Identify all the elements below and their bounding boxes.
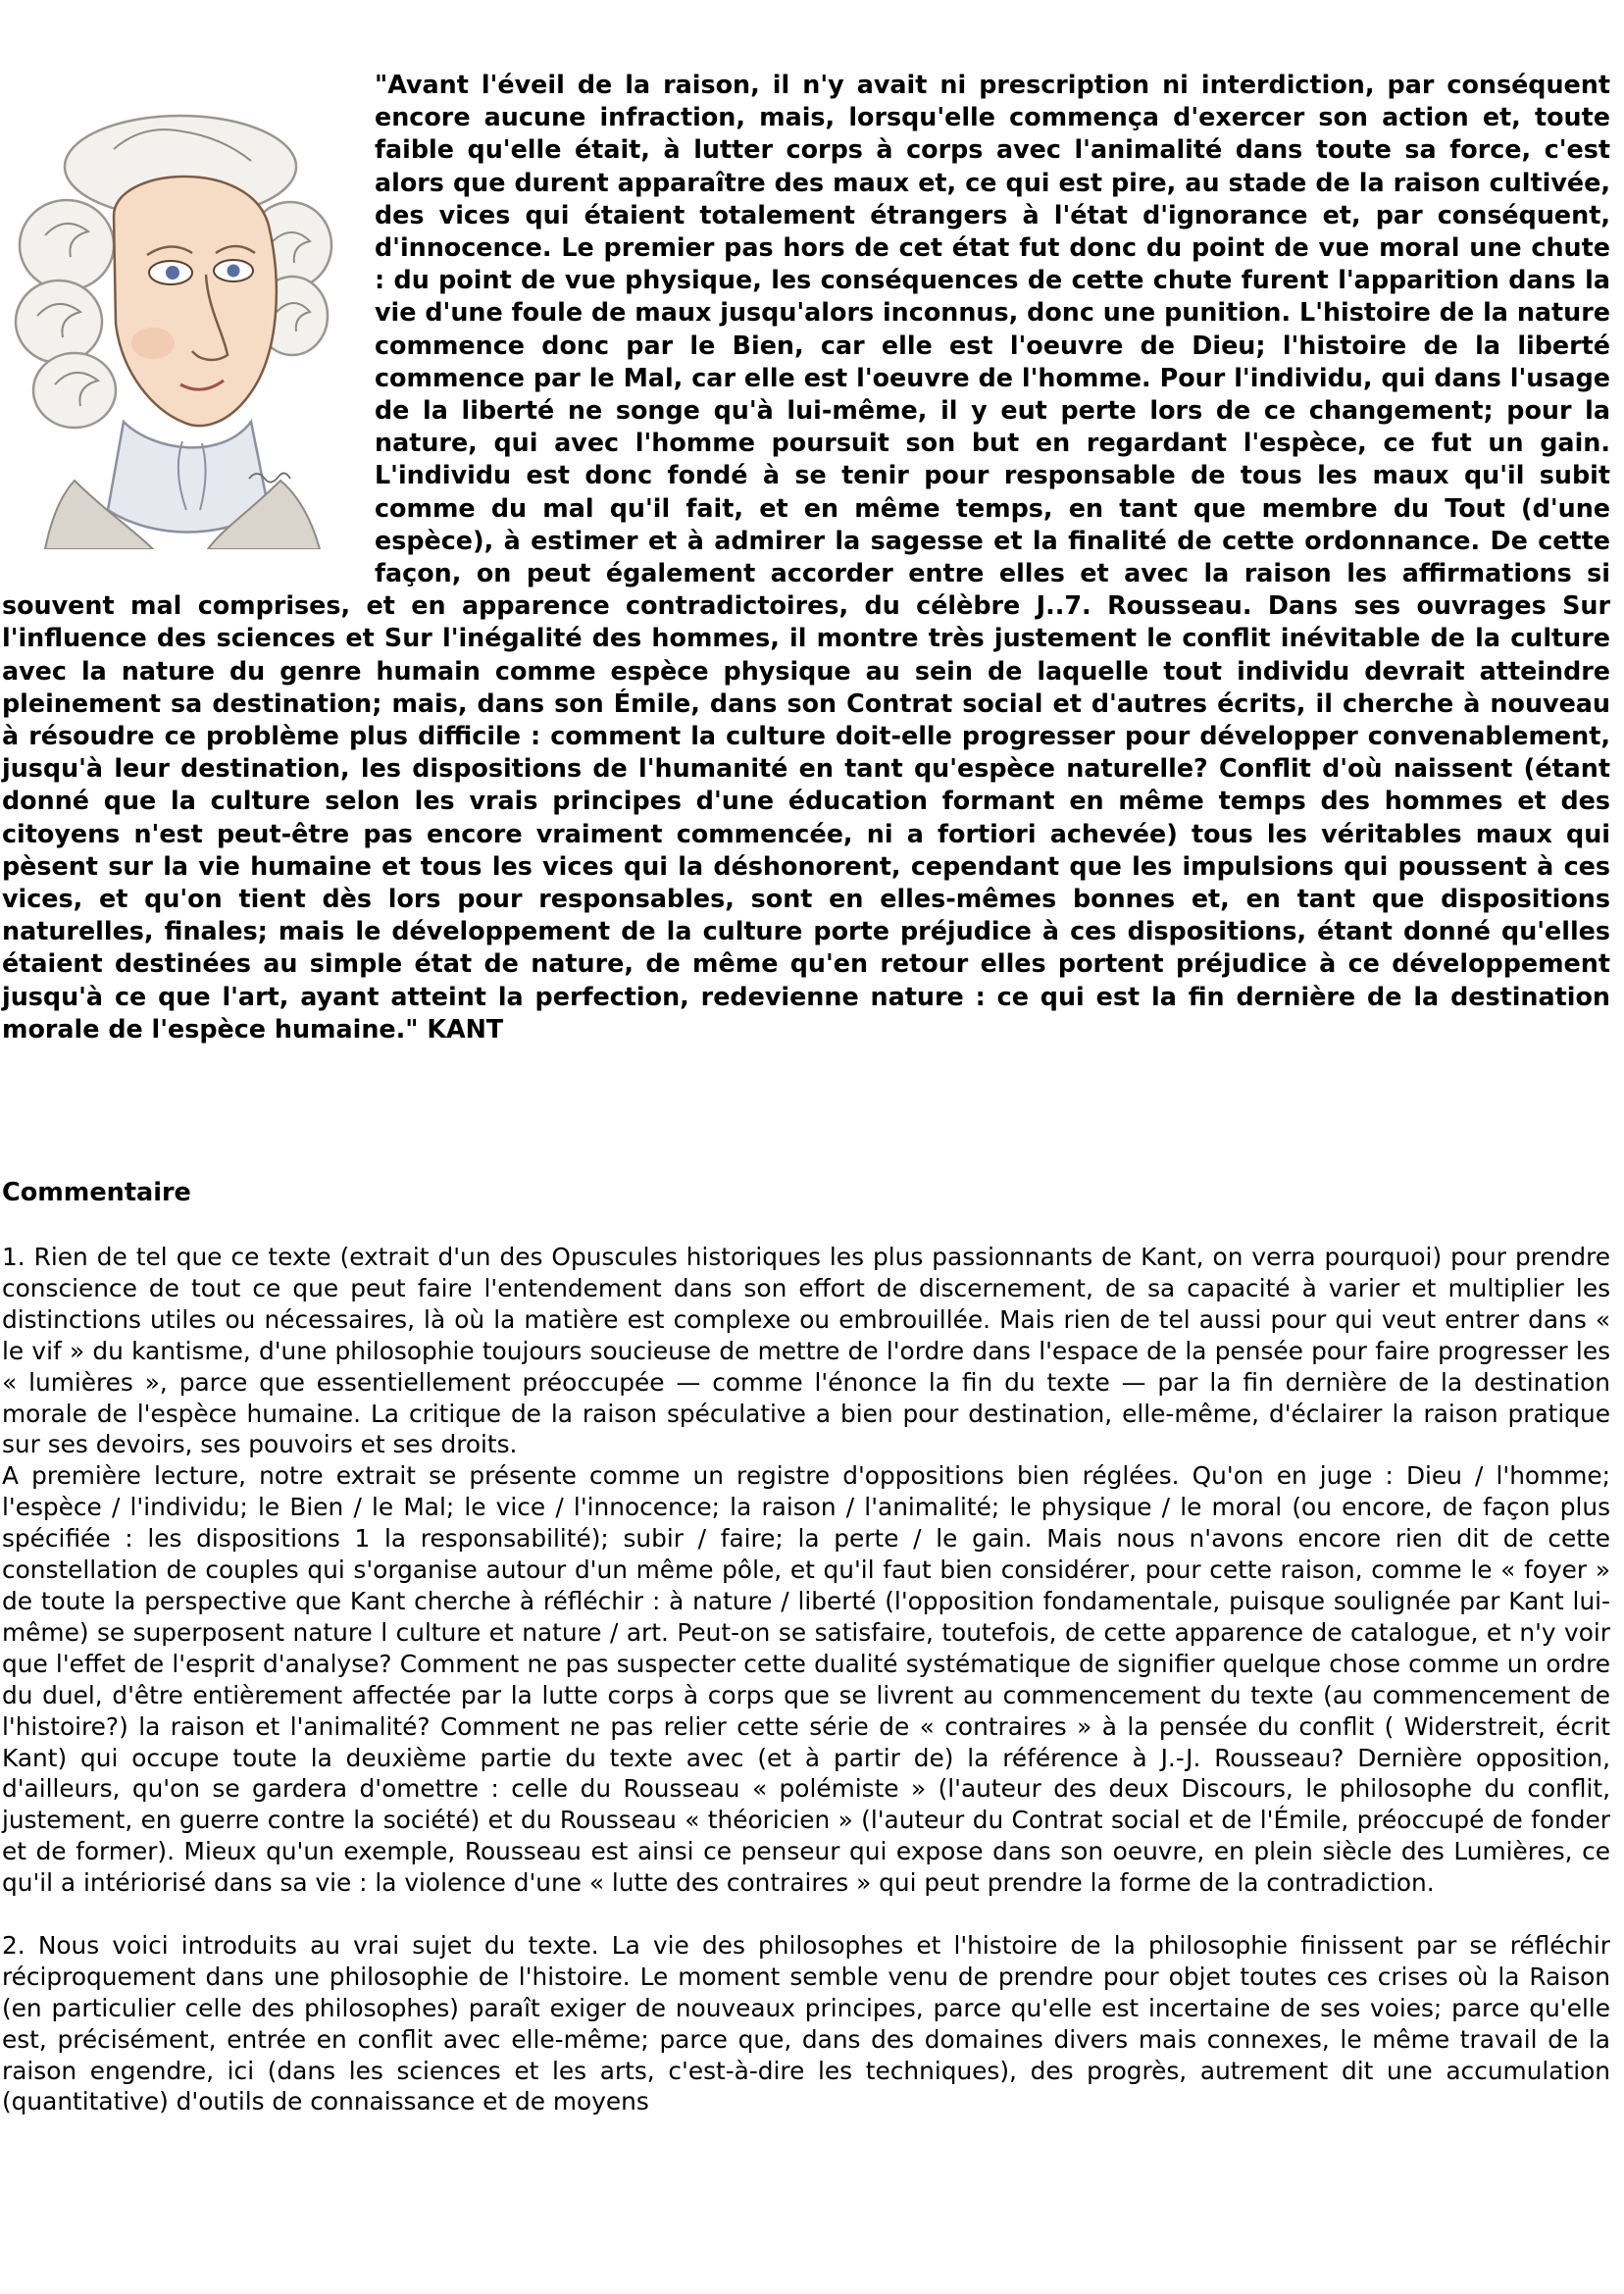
- kant-quotation: [2, 69, 1610, 1045]
- commentary-paragraph-2: A première lecture, notre extrait se présente comme un registre d'oppositions bien réglées. Qu'on en juge : Dieu / l'homme; l'espèce / l'individu; le Bien / le Mal; le vice / l'innocence; la raison / l'animalité; le physique / le moral (ou encore, de façon plus spécifiée : les dispositions 1 la responsabilité); subir / faire; la perte / le gain. Mais nous n'avons encore rien dit de cette constellation de couples qui s'organise autour d'un même pôle, et qu'il faut bien considérer, pour cette raison, comme le « foyer » de toute la perspective que Kant cherche à réfléchir : à nature / liberté (l'opposition fondamentale, puisque soulignée par Kant lui-même) se superposent nature l culture et nature / art. Peut-on se satisfaire, toutefois, de cette apparence de catalogue, et n'y voir que l'effet de l'esprit d'analyse? Comment ne pas suspecter cette dualité systématique de signifier quelque chose comme un ordre du duel, d'être entièrement affectée par la lutte corps à corps que se livrent au commencement du texte (au commencement de l'histoire?) la raison et l'animalité? Comment ne pas relier cette série de « contraires » à la pensée du conflit ( Widerstreit, écrit Kant) qui occupe toute la deuxième partie du texte avec (et à partir de) la référence à J.-J. Rousseau? Dernière opposition, d'ailleurs, qu'on se gardera d'omettre : celle du Rousseau « polémiste » (l'auteur des deux Discours, le philosophe du conflit, justement, en guerre contre la société) et du Rousseau « théoricien » (l'auteur du Contrat social et de l'Émile, préoccupé de fonder et de former). Mieux qu'un exemple, Rousseau est ainsi ce penseur qui expose dans son oeuvre, en plein siècle des Lumières, ce qu'il a intériorisé dans sa vie : la violence d'une « lutte des contraires » qui peut prendre la forme de la contradiction.: [2, 1461, 1610, 1898]
- commentary-body: [2, 1242, 1610, 2117]
- quotation-text: "Avant l'éveil de la raison, il n'y avait ni prescription ni interdiction, par conséquent encore aucune infraction, mais, lorsqu'elle commença d'exercer son action et, toute faible qu'elle était, à lutter corps à corps avec l'animalité dans toute sa force, c'est alors que durent apparaître des maux et, ce qui est pire, au stade de la raison cultivée, des vices qui étaient totalement étrangers à l'état d'ignorance et, par conséquent, d'innocence. Le premier pas hors de cet état fut donc du point de vue moral une chute : du point de vue physique, les conséquences de cette chute furent l'apparition dans la vie d'une foule de maux jusqu'alors inconnus, donc une punition. L'histoire de la nature commence donc par le Bien, car elle est l'oeuvre de Dieu; l'histoire de la liberté commence par le Mal, car elle est l'oeuvre de l'homme. Pour l'individu, qui dans l'usage de la liberté ne songe qu'à lui-même, il y eut perte lors de ce changement; pour la nature, qui avec l'homme poursuit son but en regardant l'espèce, ce fut un gain. L'individu est donc fondé à se tenir pour responsable de tous les maux qu'il subit comme du mal qu'il fait, et en même temps, en tant que membre du Tout (d'une espèce), à estimer et à admirer la sagesse et la finalité de cette ordonnance. De cette façon, on peut également accorder entre elles et avec la raison les affirmations si souvent mal comprises, et en apparence contradictoires, du célèbre J..7. Rousseau. Dans ses ouvrages Sur l'influence des sciences et Sur l'inégalité des hommes, il montre très justement le conflit inévitable de la culture avec la nature du genre humain comme espèce physique au sein de laquelle tout individu devrait atteindre pleinement sa destination; mais, dans son Émile, dans son Contrat social et d'autres écrits, il cherche à nouveau à résoudre ce problème plus difficile : comment la culture doit-elle progresser pour développer convenablement, jusqu'à leur destination, les dispositions de l'humanité en tant qu'espèce naturelle? Conflit d'où naissent (étant donné que la culture selon les vrais principes d'une éducation formant en même temps des hommes et des citoyens n'est peut-être pas encore vraiment commencée, ni a fortiori achevée) tous les véritables maux qui pèsent sur la vie humaine et tous les vices qui la déshonorent, cependant que les impulsions qui poussent à ces vices, et qu'on tient dès lors pour responsables, sont en elles-mêmes bonnes et, en tant que dispositions naturelles, finales; mais le développement de la culture porte préjudice à ces dispositions, étant donné qu'elles étaient destinées au simple état de nature, de même qu'en retour elles portent préjudice à ce développement jusqu'à ce que l'art, ayant atteint la perfection, redevienne nature : ce qui est la fin dernière de la destination morale de l'espèce humaine." KANT: [2, 70, 1610, 1044]
- commentary-heading: Commentaire: [2, 1178, 191, 1207]
- commentary-paragraph-1: 1. Rien de tel que ce texte (extrait d'un des Opuscules historiques les plus passionnants de Kant, on verra pourquoi) pour prendre conscience de tout ce que peut faire l'entendement dans son effort de discernement, de sa capacité à varier et multiplier les distinctions utiles ou nécessaires, là où la matière est complexe ou embrouillée. Mais rien de tel aussi pour qui veut entrer dans « le vif » du kantisme, d'une philosophie toujours soucieuse de mettre de l'ordre dans l'espace de la pensée pour faire progresser les « lumières », parce que essentiellement préoccupée — comme l'énonce la fin du texte — par la fin dernière de la destination morale de l'espèce humaine. La critique de la raison spéculative a bien pour destination, elle-même, d'éclairer la raison pratique sur ses devoirs, ses pouvoirs et ses droits.: [2, 1243, 1610, 1459]
- commentary-paragraph-3: 2. Nous voici introduits au vrai sujet du texte. La vie des philosophes et l'histoire de la philosophie finissent par se réfléchir réciproquement dans une philosophie de l'histoire. Le moment semble venu de prendre pour objet toutes ces crises où la Raison (en particulier celle des philosophes) paraît exiger de nouveaux principes, parce qu'elle est incertaine de ses voies; parce qu'elle est, précisément, entrée en conflit avec elle-même; parce que, dans des domaines divers mais connexes, le même travail de la raison engendre, ici (dans les sciences et les arts, c'est-à-dire les techniques), des progrès, autrement dit une accumulation (quantitative) d'outils de connaissance et de moyens: [2, 1930, 1610, 2116]
- portrait-float-spacer: [2, 69, 375, 579]
